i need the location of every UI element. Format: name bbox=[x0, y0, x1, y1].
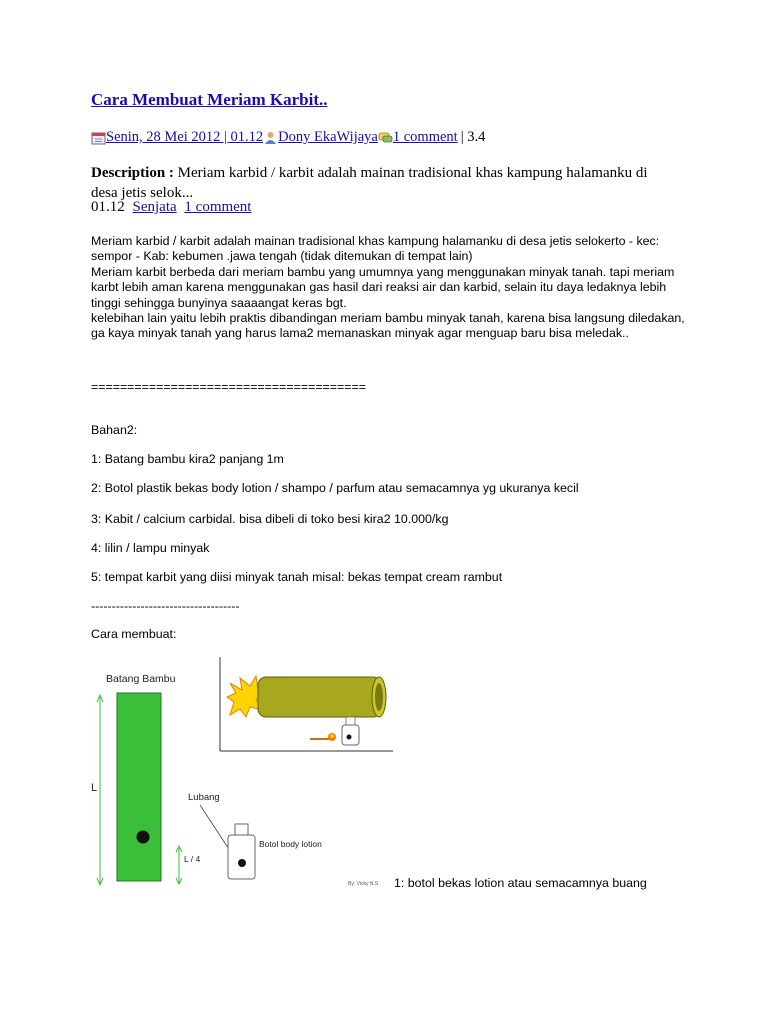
description-text: Meriam karbid / karbit adalah mainan tradisional khas kampung halamanku di desa jetis selok... bbox=[91, 165, 648, 201]
description bbox=[91, 163, 671, 203]
caption: 1: botol bekas lotion atau semacamnya buang bbox=[394, 876, 647, 890]
bahan-item: 4: lilin / lampu minyak bbox=[91, 541, 210, 555]
description-label: Description : bbox=[91, 165, 174, 181]
illustration bbox=[90, 655, 395, 893]
cara-heading: Cara membuat: bbox=[91, 627, 177, 641]
explosion-shape bbox=[227, 676, 262, 717]
bahan-heading: Bahan2: bbox=[91, 423, 138, 437]
description-time: 01.12 bbox=[91, 199, 125, 215]
comment-icon bbox=[378, 131, 393, 145]
bahan-item: 5: tempat karbit yang diisi minyak tanah misal: bekas tempat cream rambut bbox=[91, 570, 503, 584]
separator-dashes: ------------------------------------ bbox=[91, 599, 240, 613]
hole-marker bbox=[137, 831, 150, 844]
post-meta bbox=[91, 129, 485, 146]
post-rating: | 3.4 bbox=[460, 129, 486, 145]
post-date-link[interactable]: Senin, 28 Mei 2012 | 01.12 bbox=[106, 129, 264, 145]
bottle-body bbox=[228, 835, 255, 879]
calendar-icon bbox=[91, 131, 106, 145]
label-lubang: Lubang bbox=[188, 792, 220, 803]
cannon-barrel bbox=[258, 677, 381, 717]
post-author-link[interactable]: Dony EkaWijaya bbox=[278, 129, 378, 145]
label-L4: L / 4 bbox=[184, 854, 201, 864]
body-paragraph: Meriam karbid / karbit adalah mainan tradisional khas kampung halamanku di desa jetis selokerto - kec: sempor - Kab: kebumen .jawa tengah (tidak ditemukan di tempat lain) Meriam karbit berbeda dari meriam bambu yang umumnya yang menggunakan minyak tanah. tapi meriam karbt lebih aman karena menggunakan gas hasil dari reaksi air dan karbid, selain itu daya ledaknya lebih tinggi sehingga bunyinya saaaangat keras bgt. kelebihan lain yaitu lebih praktis dibandingan meriam bambu minyak tanah, karena bisa langsung diledakan, ga kaya minyak tanah yang harus lama2 memanaskan minyak agar menguap baru bisa meledak.. bbox=[91, 234, 685, 341]
user-icon bbox=[263, 131, 278, 145]
label-botol: Botol body lotion bbox=[259, 839, 322, 849]
bottle-cap bbox=[235, 824, 248, 835]
bahan-item: 2: Botol plastik bekas body lotion / shampo / parfum atau semacamnya yg ukuranya kecil bbox=[91, 481, 579, 495]
bahan-item: 3: Kabit / calcium carbidal. bisa dibeli di toko besi kira2 10.000/kg bbox=[91, 512, 449, 526]
label-batang-bambu: Batang Bambu bbox=[106, 673, 176, 685]
description-meta bbox=[91, 199, 251, 216]
illustration-byline: By: Vicky N.S bbox=[348, 881, 379, 887]
label-L: L bbox=[91, 782, 98, 794]
post-title[interactable]: Cara Membuat Meriam Karbit.. bbox=[91, 90, 328, 109]
description-comments-link[interactable]: 1 comment bbox=[184, 199, 252, 215]
bamboo-shape bbox=[117, 693, 161, 881]
category-link[interactable]: Senjata bbox=[132, 199, 177, 215]
bahan-item: 1: Batang bambu kira2 panjang 1m bbox=[91, 452, 284, 466]
post-comments-link[interactable]: 1 comment bbox=[392, 129, 458, 145]
separator: ====================================== bbox=[91, 380, 366, 394]
